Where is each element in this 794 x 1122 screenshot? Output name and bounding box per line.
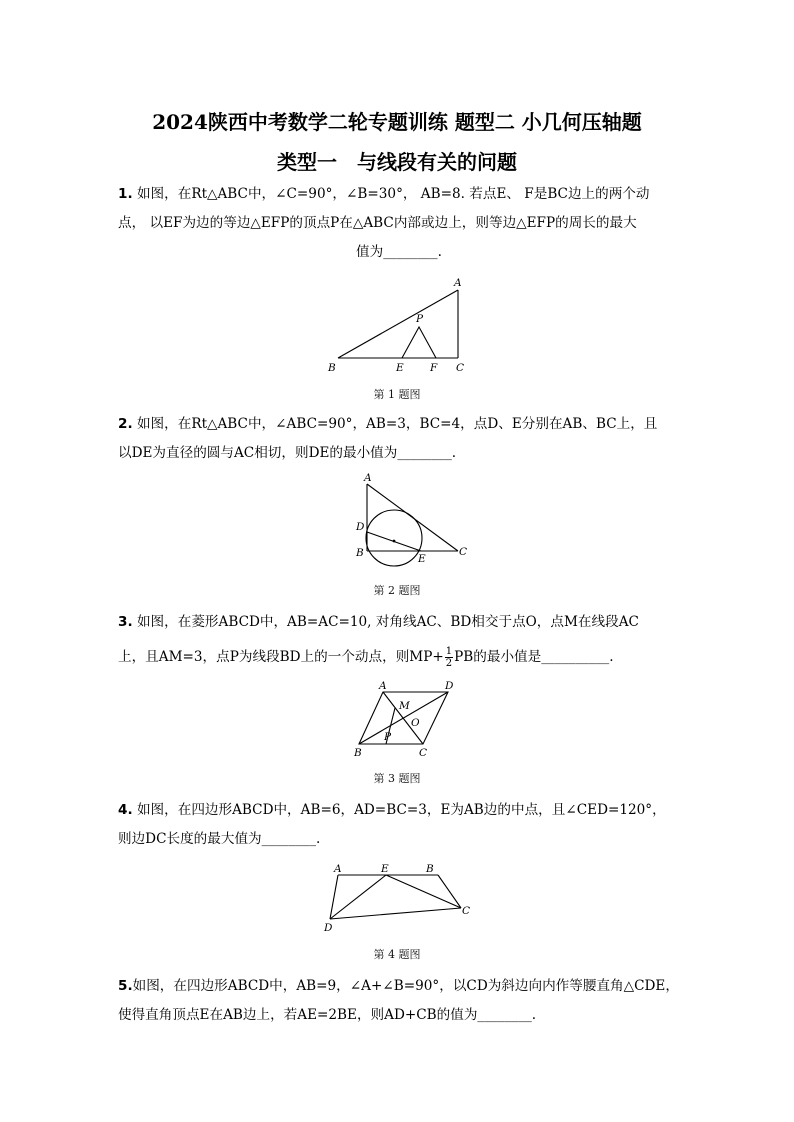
figure-label-m: M: [399, 700, 410, 712]
question-2-line-1: [118, 410, 680, 439]
question-3-caption: 第 3 题图: [373, 772, 421, 785]
figure-label-e: E: [396, 362, 404, 374]
question-text: 如图，在四边形ABCD中，AB=9，∠A+∠B=90°，以CD为斜边向内作等腰直角△CDE，: [132, 978, 679, 994]
question-1-line-2: 点， 以EF为边的等边△EFP的顶点P在△ABC内部或边上，则等边△EFP的周长的最大: [118, 215, 637, 231]
question-text: 上，且AM=3，点P为线段BD上的一个动点，则MP+: [118, 649, 444, 665]
question-5-line-2: 使得直角顶点E在AB边上，若AE=2BE，则AD+CB的值为________.: [118, 1007, 537, 1023]
document-title: 2024陕西中考数学二轮专题训练 题型二 小几何压轴题: [152, 110, 642, 134]
question-1-line-3: 值为________.: [356, 244, 442, 260]
question-1-figure: [320, 272, 480, 382]
figure-label-p: P: [384, 731, 392, 743]
question-3: [118, 608, 680, 672]
figure-label-a: A: [334, 863, 342, 875]
question-2: [118, 410, 680, 468]
question-number: 5.: [118, 978, 133, 994]
question-1: [118, 180, 680, 267]
figure-label-b: B: [356, 547, 364, 559]
question-4: [118, 796, 680, 854]
figure-label-c: C: [462, 905, 471, 917]
question-4-caption: 第 4 题图: [373, 948, 421, 961]
question-3-line-2: [118, 643, 680, 672]
question-number: 1.: [118, 186, 133, 202]
figure-label-a: A: [379, 680, 387, 692]
question-3-line-1: [118, 608, 680, 637]
question-1-caption: 第 1 题图: [373, 388, 421, 401]
question-2-line-2: 以DE为直径的圆与AC相切，则DE的最小值为________.: [118, 445, 457, 461]
figure-label-c: C: [459, 546, 468, 558]
question-4-line-2: 则边DC长度的最大值为________.: [118, 831, 321, 847]
fraction-numerator: 1: [445, 646, 453, 657]
fraction-one-half: [445, 646, 453, 669]
figure-label-b: B: [328, 362, 336, 374]
figure-label-a: A: [364, 472, 372, 484]
question-text: PB的最小值是__________.: [454, 649, 614, 665]
question-3-figure: [348, 678, 468, 760]
figure-label-c: C: [456, 362, 465, 374]
question-number: 3.: [118, 614, 133, 630]
figure-label-b: B: [426, 863, 434, 875]
question-text: 如图，在Rt△ABC中，∠ABC=90°，AB=3，BC=4，点D、E分别在AB、BC上，且: [136, 416, 658, 432]
question-number: 2.: [118, 416, 133, 432]
question-number: 4.: [118, 802, 133, 818]
question-text: 如图，在四边形ABCD中，AB=6，AD=BC=3，E为AB边的中点，且∠CED=120°，: [136, 802, 666, 818]
figure-label-a: A: [454, 277, 462, 289]
figure-label-o: O: [411, 717, 420, 729]
figure-label-b: B: [354, 747, 362, 759]
question-4-line-1: [118, 796, 680, 825]
figure-label-f: F: [430, 362, 438, 374]
figure-label-c: C: [419, 747, 428, 759]
figure-label-d: D: [356, 521, 365, 533]
figure-label-e: E: [418, 553, 426, 565]
figure-label-e: E: [381, 863, 389, 875]
question-4-figure: [318, 858, 478, 938]
question-5-line-1: [118, 972, 680, 1001]
question-1-line-1: [118, 180, 680, 209]
figure-label-d: D: [324, 922, 333, 934]
question-text: 如图，在菱形ABCD中，AB=AC=10, 对角线AC、BD相交于点O，点M在线段AC: [136, 614, 639, 630]
fraction-denominator: 2: [445, 658, 453, 669]
figure-label-p: P: [416, 313, 424, 325]
question-5: [118, 972, 680, 1030]
question-2-figure: [348, 470, 478, 570]
question-text: 如图，在Rt△ABC中，∠C=90°，∠B=30°， AB=8. 若点E、 F是BC边上的两个动: [136, 186, 650, 202]
figure-label-d: D: [445, 680, 454, 692]
section-subtitle: 类型一 与线段有关的问题: [277, 150, 517, 174]
question-2-caption: 第 2 题图: [373, 584, 421, 597]
